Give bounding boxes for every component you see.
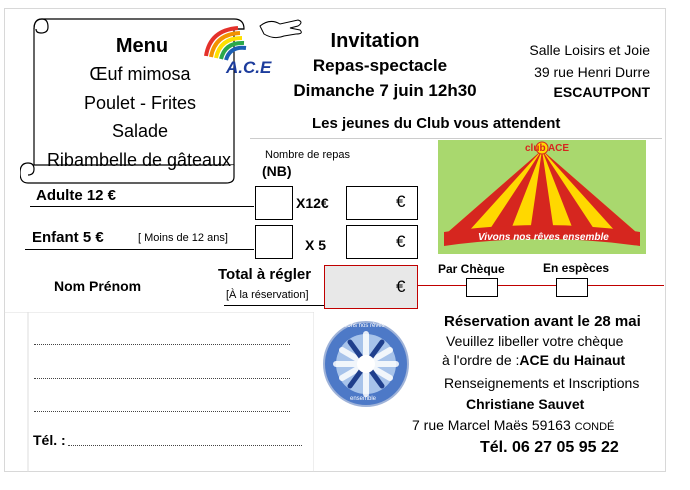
header-divider xyxy=(250,138,662,139)
euro-symbol: € xyxy=(396,232,406,251)
invitation-subtitle: Repas-spectacle xyxy=(312,56,448,75)
menu-item: Ribambelle de gâteaux xyxy=(46,150,232,170)
name-line[interactable] xyxy=(34,344,290,345)
name-form-frame xyxy=(4,312,314,472)
menu-item: Poulet - Frites xyxy=(83,93,197,113)
menu-item: Œuf mimosa xyxy=(89,64,191,84)
total-note: [À la réservation] xyxy=(226,289,309,301)
badge-bottom-text: ensemble xyxy=(350,396,377,402)
contact-city: CONDÉ xyxy=(574,421,615,433)
contact-name: Christiane Sauvet xyxy=(466,396,585,412)
cheque-payee xyxy=(442,352,625,368)
tel-line[interactable] xyxy=(68,445,302,446)
euro-symbol: € xyxy=(396,277,406,296)
name-line[interactable] xyxy=(34,411,290,412)
adult-amount-field[interactable] xyxy=(346,186,418,220)
badge-top-text: vivons nos rêves xyxy=(340,323,385,329)
menu-title: Menu xyxy=(115,35,169,57)
child-amount-field[interactable] xyxy=(346,225,418,259)
reservation-deadline: Réservation avant le 28 mai xyxy=(444,313,641,330)
venue-name: Salle Loisirs et Joie xyxy=(529,42,650,58)
nb-header-abbr: (NB) xyxy=(262,163,292,179)
nb-header: Nombre de repas xyxy=(265,149,350,161)
adult-line xyxy=(30,206,254,207)
child-label: Enfant 5 € xyxy=(32,229,104,246)
venue-city: ESCAUTPONT xyxy=(553,84,650,100)
adult-label: Adulte 12 € xyxy=(36,187,117,204)
tagline: Les jeunes du Club vous attendent xyxy=(312,115,561,132)
adult-count-field[interactable] xyxy=(255,186,293,220)
circus-title: club ACE xyxy=(525,143,570,154)
euro-symbol: € xyxy=(396,192,406,211)
contact-address xyxy=(412,417,614,433)
pay-cheque-checkbox[interactable] xyxy=(466,278,498,297)
cheque-payee-name: ACE du Hainaut xyxy=(519,352,626,368)
cheque-payee-prefix: à l'ordre de : xyxy=(442,352,520,368)
name-line[interactable] xyxy=(34,378,290,379)
tel-label: Tél. : xyxy=(33,432,66,448)
menu-item: Salade xyxy=(111,121,169,141)
child-multiplier: X 5 xyxy=(305,237,327,253)
logo-text: A.C.E xyxy=(226,58,272,77)
info-label: Renseignements et Inscriptions xyxy=(444,375,640,391)
total-line xyxy=(224,305,324,306)
child-count-field[interactable] xyxy=(255,225,293,259)
name-label: Nom Prénom xyxy=(54,278,142,294)
total-label: Total à régler xyxy=(218,266,312,283)
child-note: [ Moins de 12 ans] xyxy=(138,232,228,244)
pay-cash-label: En espèces xyxy=(543,261,610,275)
cheque-instruction: Veuillez libeller votre chèque xyxy=(446,333,624,349)
pay-cheque-label: Par Chèque xyxy=(438,262,505,276)
invitation-date: Dimanche 7 juin 12h30 xyxy=(293,81,477,100)
total-red-line xyxy=(418,285,664,286)
contact-phone: Tél. 06 27 05 95 22 xyxy=(480,439,619,456)
hands-badge xyxy=(322,320,410,408)
contact-street: 7 rue Marcel Maës 59163 xyxy=(412,417,571,433)
adult-multiplier: X12€ xyxy=(296,195,329,211)
ace-logo xyxy=(200,16,308,62)
venue-street: 39 rue Henri Durre xyxy=(534,64,650,80)
invitation-title: Invitation xyxy=(330,30,420,52)
pay-cash-checkbox[interactable] xyxy=(556,278,588,297)
circus-banner: Vivons nos rêves ensemble xyxy=(478,232,609,243)
child-line xyxy=(25,249,254,250)
